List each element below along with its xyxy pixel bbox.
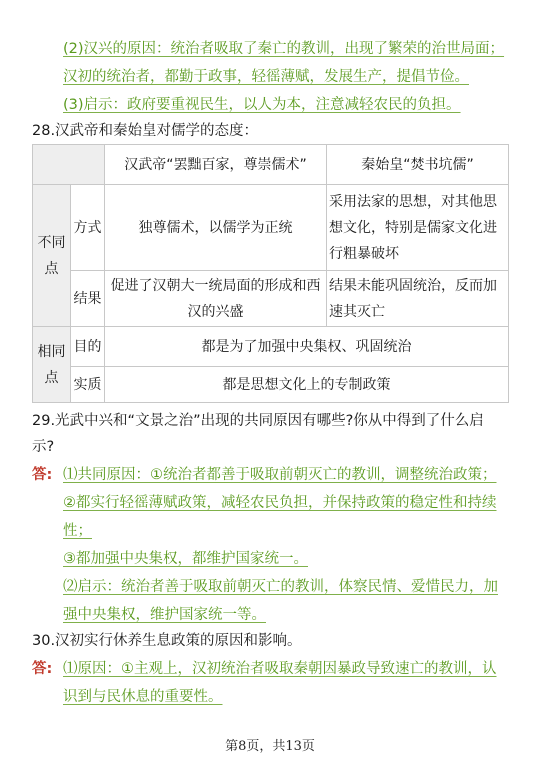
header-han-wudi: 汉武帝“罢黜百家，尊崇儒术” <box>105 145 327 185</box>
row-group-similarity: 相同点 <box>33 327 71 403</box>
comparison-table <box>32 144 509 403</box>
row-group-difference: 不同点 <box>33 185 71 327</box>
answer-line: (2)汉兴的原因：统治者吸取了秦亡的教训，出现了繁荣的治世局面； <box>63 41 505 57</box>
answer-label: 答: <box>32 661 53 677</box>
answer-line: ②都实行轻徭薄赋政策，减轻农民负担，并保持政策的稳定性和持续 <box>63 495 497 511</box>
row-label-essence: 实质 <box>71 367 105 403</box>
row-label-result: 结果 <box>71 271 105 327</box>
answer-line: 识到与民休息的重要性。 <box>63 689 223 705</box>
question-29-title: 29.光武中兴和“文景之治”出现的共同原因有哪些?你从中得到了什么启 <box>32 413 484 429</box>
question-30-title: 30.汉初实行休养生息政策的原因和影响。 <box>32 633 302 649</box>
cell-way-han: 独尊儒术，以儒学为正统 <box>105 185 327 271</box>
answer-line: ⑵启示：统治者善于吸取前朝灭亡的教训，体察民情、爱惜民力，加 <box>63 579 498 595</box>
answer-line: 强中央集权，维护国家统一等。 <box>63 607 266 623</box>
answer-line: ⑴原因：①主观上，汉初统治者吸取秦朝因暴政导致速亡的教训，认 <box>63 661 497 677</box>
cell-result-han: 促进了汉朝大一统局面的形成和西汉的兴盛 <box>105 271 327 327</box>
answer-line: ⑴共同原因：①统治者都善于吸取前朝灭亡的教训，调整统治政策； <box>63 467 497 483</box>
answer-label: 答: <box>32 467 53 483</box>
answer-line: 性； <box>63 523 92 539</box>
answer-line: ③都加强中央集权，都维护国家统一。 <box>63 551 308 567</box>
cell-way-qin: 采用法家的思想，对其他思想文化，特别是儒家文化进行粗暴破坏 <box>327 185 509 271</box>
cell-essence: 都是思想文化上的专制政策 <box>105 367 509 403</box>
header-qin-shihuang: 秦始皇“焚书坑儒” <box>327 145 509 185</box>
question-29-title-cont: 示? <box>32 439 55 455</box>
row-label-way: 方式 <box>71 185 105 271</box>
cell-purpose: 都是为了加强中央集权、巩固统治 <box>105 327 509 367</box>
answer-line: 汉初的统治者，都勤于政事，轻徭薄赋，发展生产，提倡节俭。 <box>63 69 469 85</box>
answer-line: (3)启示：政府要重视民生，以人为本，注意减轻农民的负担。 <box>63 97 461 113</box>
table-corner-cell <box>33 145 105 185</box>
row-label-purpose: 目的 <box>71 327 105 367</box>
cell-result-qin: 结果未能巩固统治，反而加速其灭亡 <box>327 271 509 327</box>
question-28-title: 28.汉武帝和秦始皇对儒学的态度： <box>32 123 259 139</box>
page-number: 第8页，共13页 <box>225 739 315 754</box>
